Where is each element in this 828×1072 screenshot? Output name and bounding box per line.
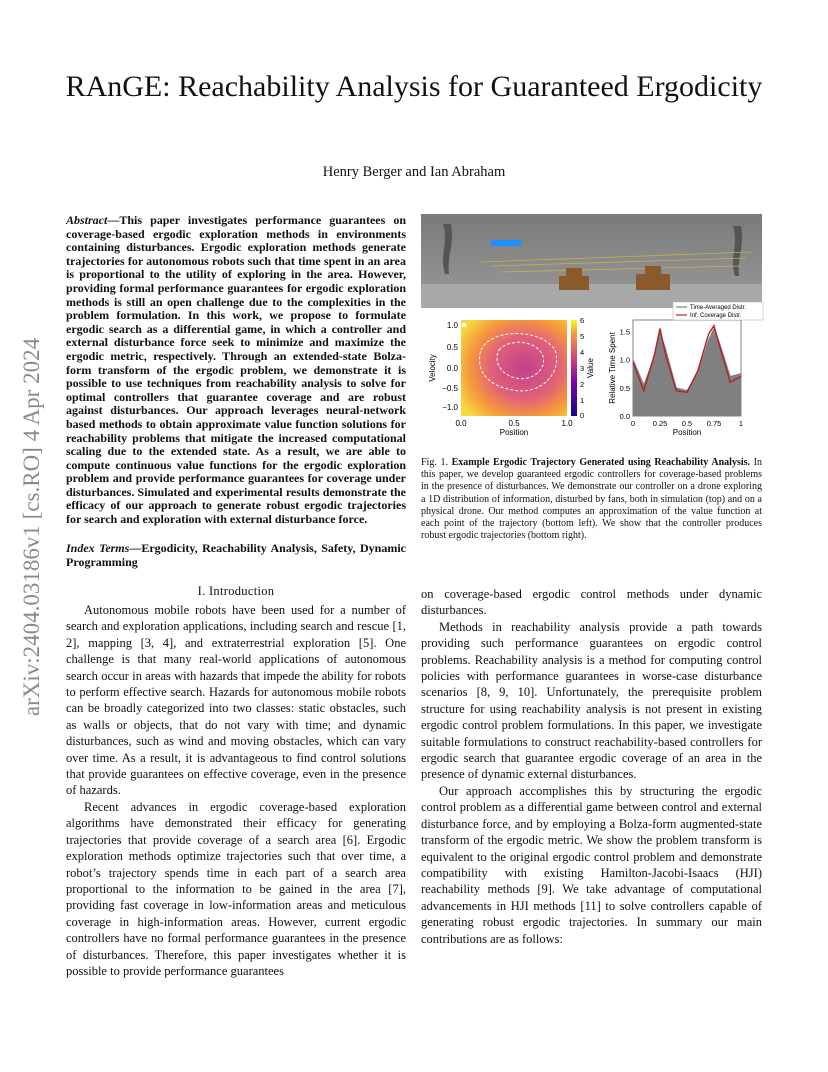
figure-caption	[421, 457, 762, 542]
cbar-tick-6: 0	[580, 411, 585, 420]
lineplot-ytick: 1.5	[619, 327, 630, 337]
arxiv-stamp-text: arXiv:2404.03186v1 [cs.RO] 4 Apr 2024	[19, 337, 44, 717]
value-heatmap	[461, 320, 567, 416]
caption-title: Example Ergodic Trajectory Generated using Reachability Analysis.	[451, 457, 751, 468]
intro-paragraph-2: Recent advances in ergodic coverage-based exploration algorithms have demonstrated their efficacy for generating trajectories that provide coverage of a search area [6]. Ergodic exploration methods optimize trajectories such that over time, a robot’s trajectory spends time in each part of a search area proportional to the information to be gained in the area [7], providing fast coverage in low-information areas and meticulous coverage in high-information areas. However, current ergodic controllers have no formal performance guarantees in the presence of disturbances. Therefore, this paper investigates whether it is possible to provide performance guarantees	[66, 799, 406, 978]
lineplot-xtick: 0	[630, 419, 636, 428]
cbar-tick-4: 2	[580, 380, 585, 389]
figure-1	[421, 214, 762, 454]
cbar-label: Value	[586, 358, 595, 378]
caption-label: Fig. 1.	[421, 457, 448, 468]
section-heading: I. Introduction	[197, 584, 275, 598]
colorbar	[571, 320, 577, 416]
lineplot-xtick: 1	[738, 419, 744, 428]
cbar-tick-5: 1	[580, 396, 585, 405]
intro-left-column	[66, 602, 406, 979]
right-paragraph-2: Our approach accomplishes this by structuring the ergodic control problem as a differential game between control and external disturbance force, and by employing a Bolza-form augmented-state transform of the ergodic metric. We show the problem transform is equivalent to the original ergodic control problem and demonstrate compatibility with existing Hamilton-Jacobi-Isaacs (HJI) reachability methods [9]. We take advantage of computational advancements in HJI methods [11] to solve controllers capable of generating robust ergodic trajectories. In summary our main contributions are as follows:	[421, 783, 762, 946]
caption-text: In this paper, we develop guaranteed ergodic controllers for coverage-based problems in the presence of disturbances. We demonstrate our controller on a drone exploring a 1D distribution of information, disturbed by fans, both in simulation (top) and on a physical drone. Our method computes an approximation of the value function at each point of the trajectory (bottom left). We show that the controller produces robust ergodic trajectories (bottom right).	[421, 457, 763, 542]
cbar-tick-2: 4	[580, 348, 585, 357]
heatmap-xtick-1: 0.5	[508, 419, 520, 428]
lineplot-xtick: 0.25	[652, 419, 668, 428]
heatmap-ytick-4: −1.0	[442, 403, 458, 412]
right-paragraph-1: Methods in reachability analysis provide a path towards providing such performance guarantees on ergodic control problems. Reachability analysis is a method for computing control policies with performance guarantees in worse-case disturbance scenarios [8, 9, 10]. Unfortunately, the prerequisite problem structure for using reachability analysis is not present in existing ergodic control problem formulations. In this paper, we investigate suitable formulations to construct reachability-based controllers for ergodic search that guarantee ergodic coverage of an area in the presence of dynamic external disturbances.	[421, 619, 762, 782]
time-spent-plot	[620, 302, 763, 428]
right-paragraph-0: on coverage-based ergodic control methods under dynamic disturbances.	[421, 587, 762, 618]
heatmap-ytick-1: 0.5	[446, 343, 458, 352]
cbar-tick-1: 5	[580, 332, 585, 341]
trajectory-start-marker	[462, 323, 466, 327]
index-text: —Ergodicity, Reachability Analysis, Safety, Dynamic Programming	[66, 541, 406, 569]
lineplot-xlabel: Position	[672, 428, 702, 437]
lineplot-ytick: 0.5	[619, 383, 630, 393]
intro-right-column	[421, 586, 762, 947]
simulation-render-image	[421, 214, 762, 308]
heatmap-xtick-0: 0.0	[455, 419, 467, 428]
heatmap-xlabel: Position	[499, 428, 529, 437]
lineplot-xtick: 0.5	[681, 419, 693, 428]
heatmap-ylabel: Velocity	[428, 354, 437, 382]
abstract-text: —This paper investigates performance guarantees on coverage-based ergodic exploration methods in environments containing disturbances. Ergodic exploration methods generate trajectories for autonomous robots such that time spent in an area is proportional to the utility of exploring in the area. However, providing formal performance guarantees for ergodic exploration methods is still an open challenge due to the complexities in the problem formulation. In this work, we propose to formulate ergodic search as a differential game, in which a controller and external disturbance force seek to minimize and maximize the ergodic metric, respectively. Through an extended-state Bolza-form transform of the ergodic problem, we demonstrate it is possible to use techniques from reachability analysis to solve for optimal controllers that guarantee coverage and are robust against disturbances. Our approach leverages neural-network based methods to obtain approximate value function solutions for reachability problems that mitigate the increased computational scaling due to the extended state. As a result, we are able to compute continuous value functions for the ergodic exploration problem and provide performance guarantees for coverage under disturbances. Simulated and experimental results demonstrate the efficacy of our approach to generate robust ergodic trajectories for search and exploration with external disturbance force.	[66, 213, 406, 527]
index-label: Index Terms	[66, 541, 130, 555]
heatmap-ytick-2: 0.0	[446, 364, 458, 373]
heatmap-xtick-2: 1.0	[561, 419, 573, 428]
legend-label-time-averaged: Time-Averaged Distr.	[690, 305, 747, 311]
paper-title: RAnGE: Reachability Analysis for Guaranteed Ergodicity	[65, 70, 763, 103]
legend-label-inf-coverage: Inf. Coverage Distr.	[690, 313, 742, 319]
cbar-tick-3: 3	[580, 364, 585, 373]
heatmap-ytick-0: 1.0	[446, 321, 458, 330]
paper-authors: Henry Berger and Ian Abraham	[322, 164, 506, 180]
abstract	[66, 214, 406, 527]
index-terms	[66, 542, 406, 569]
intro-paragraph-1: Autonomous mobile robots have been used for a number of search and exploration applications, including search and rescue [1, 2], mapping [3, 4], and extraterrestrial exploration [5]. One challenge is that many real-world applications of autonomous search occur in areas with hazards that impede the ability for robots to perform effective search. Hazards for autonomous mobile robots can be broadly categorized into two classes: static obstacles, such as walls or objects, that do not vary with time; and dynamic disturbances, such as wind and moving obstacles, which can vary over time. As a result, it is advantageous to find control solutions that provide guarantees on effective coverage, even in the presence of hazards.	[66, 603, 406, 798]
abstract-label: Abstract	[66, 213, 108, 227]
arxiv-stamp	[12, 292, 52, 762]
lineplot-xtick: 0.75	[706, 419, 722, 428]
cbar-tick-0: 6	[580, 316, 585, 325]
lineplot-ytick: 1.0	[619, 355, 630, 365]
heatmap-ytick-3: −0.5	[442, 384, 458, 393]
figure-plots	[421, 305, 762, 450]
lineplot-ylabel: Relative Time Spent	[608, 332, 617, 404]
lineplot-ytick: 0.0	[619, 412, 630, 421]
